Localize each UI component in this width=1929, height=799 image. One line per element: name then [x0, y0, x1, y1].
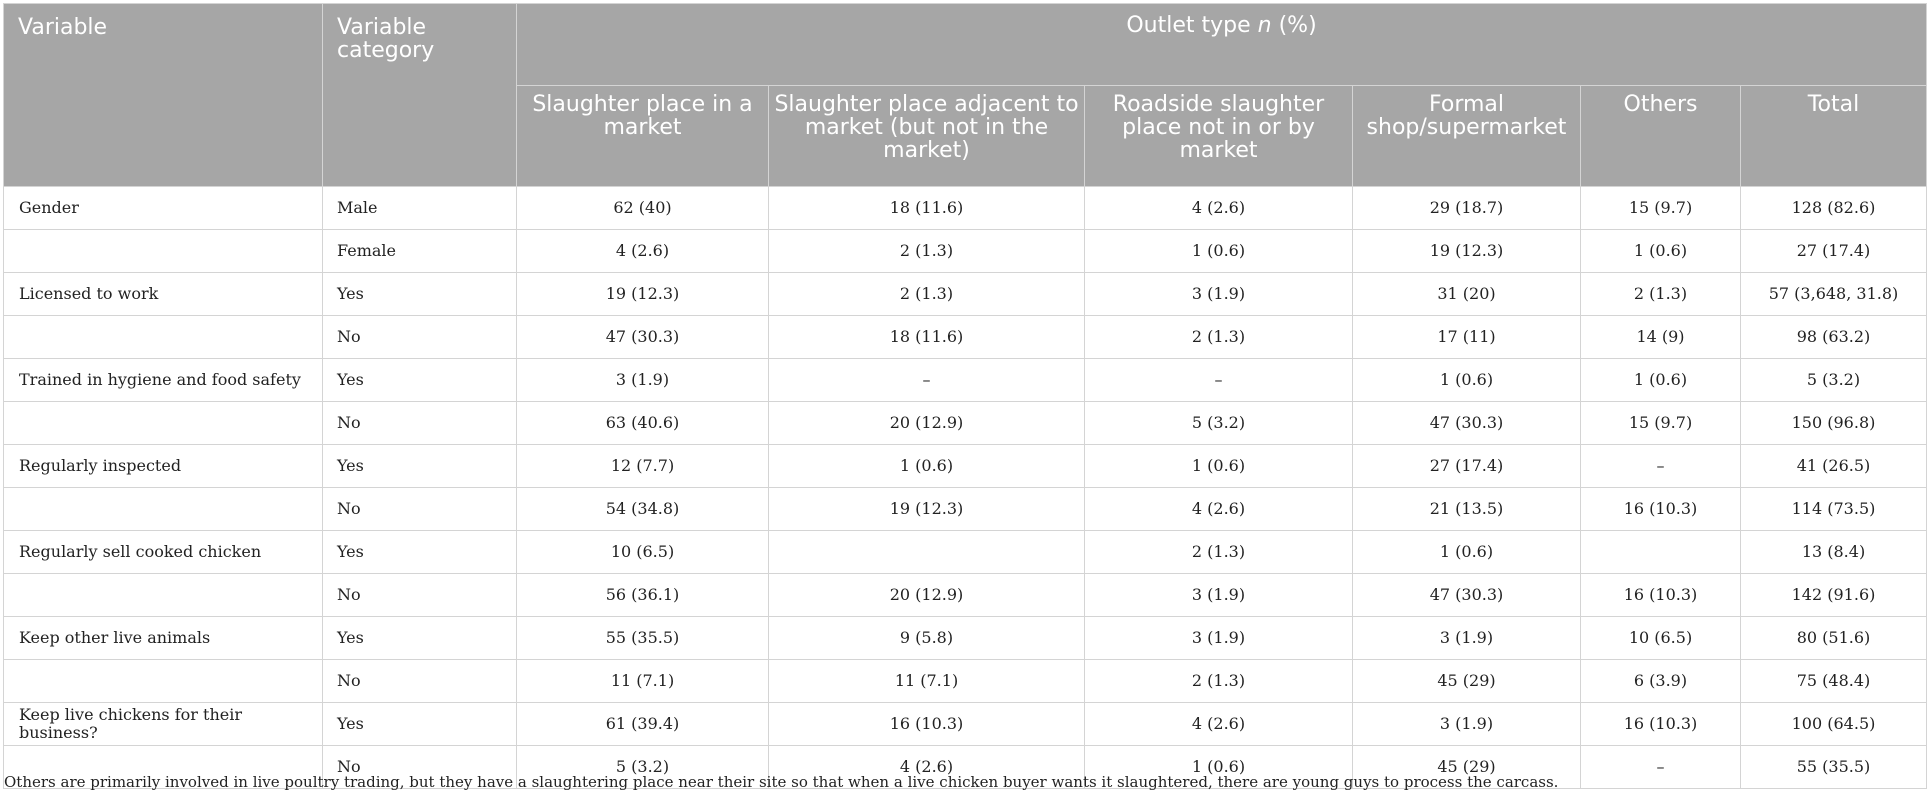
cell-slaughter-in-market: 5 (3.2)	[517, 746, 769, 789]
row-variable	[4, 574, 323, 617]
cell-roadside-slaughter: 1 (0.6)	[1085, 230, 1353, 273]
cell-total: 98 (63.2)	[1741, 316, 1927, 359]
cell-roadside-slaughter: 1 (0.6)	[1085, 445, 1353, 488]
cell-formal-shop: 17 (11)	[1353, 316, 1581, 359]
header-outlet-type-n: n	[1257, 13, 1272, 38]
cell-slaughter-in-market: 56 (36.1)	[517, 574, 769, 617]
row-category: Male	[323, 187, 517, 230]
row-category: Yes	[323, 617, 517, 660]
cell-roadside-slaughter: 2 (1.3)	[1085, 531, 1353, 574]
cell-slaughter-adjacent-market: 9 (5.8)	[769, 617, 1085, 660]
row-variable: Regularly inspected	[4, 445, 323, 488]
cell-total: 100 (64.5)	[1741, 703, 1927, 746]
row-variable	[4, 660, 323, 703]
row-category: No	[323, 316, 517, 359]
header-slaughter-in-market: Slaughter place in a market	[517, 86, 769, 187]
cell-others: 15 (9.7)	[1581, 187, 1741, 230]
cell-total: 80 (51.6)	[1741, 617, 1927, 660]
cell-formal-shop: 45 (29)	[1353, 660, 1581, 703]
header-outlet-type-label: Outlet type	[1126, 13, 1251, 38]
cell-slaughter-adjacent-market: 18 (11.6)	[769, 316, 1085, 359]
cell-others: 16 (10.3)	[1581, 488, 1741, 531]
table-row	[4, 187, 1927, 230]
cell-slaughter-in-market: 3 (1.9)	[517, 359, 769, 402]
cell-others: 1 (0.6)	[1581, 230, 1741, 273]
header-formal-shop: Formal shop/supermarket	[1353, 86, 1581, 187]
row-category: Female	[323, 230, 517, 273]
cell-roadside-slaughter: 1 (0.6)	[1085, 746, 1353, 789]
row-variable	[4, 488, 323, 531]
cell-slaughter-adjacent-market: 16 (10.3)	[769, 703, 1085, 746]
cell-others: 6 (3.9)	[1581, 660, 1741, 703]
cell-slaughter-adjacent-market: 1 (0.6)	[769, 445, 1085, 488]
cell-total: 27 (17.4)	[1741, 230, 1927, 273]
cell-slaughter-in-market: 10 (6.5)	[517, 531, 769, 574]
row-category: Yes	[323, 703, 517, 746]
cell-formal-shop: 47 (30.3)	[1353, 574, 1581, 617]
row-category: Yes	[323, 445, 517, 488]
cell-formal-shop: 3 (1.9)	[1353, 617, 1581, 660]
cell-slaughter-in-market: 19 (12.3)	[517, 273, 769, 316]
cell-roadside-slaughter: 4 (2.6)	[1085, 187, 1353, 230]
cell-others: 10 (6.5)	[1581, 617, 1741, 660]
cell-total: 128 (82.6)	[1741, 187, 1927, 230]
row-category: No	[323, 660, 517, 703]
row-variable	[4, 230, 323, 273]
cell-roadside-slaughter: 2 (1.3)	[1085, 660, 1353, 703]
cell-slaughter-adjacent-market: 2 (1.3)	[769, 273, 1085, 316]
cell-total: 75 (48.4)	[1741, 660, 1927, 703]
cell-slaughter-in-market: 62 (40)	[517, 187, 769, 230]
cell-slaughter-in-market: 61 (39.4)	[517, 703, 769, 746]
cell-slaughter-adjacent-market	[769, 531, 1085, 574]
cell-formal-shop: 1 (0.6)	[1353, 531, 1581, 574]
row-variable: Keep live chickens for their business?	[4, 703, 323, 746]
header-slaughter-adjacent-market: Slaughter place adjacent to market (but not in the market)	[769, 86, 1085, 187]
cell-others	[1581, 531, 1741, 574]
cell-formal-shop: 45 (29)	[1353, 746, 1581, 789]
table-header	[4, 4, 1927, 187]
header-row-top	[4, 4, 1927, 86]
row-variable: Regularly sell cooked chicken	[4, 531, 323, 574]
cell-slaughter-in-market: 12 (7.7)	[517, 445, 769, 488]
cell-roadside-slaughter: 3 (1.9)	[1085, 273, 1353, 316]
header-outlet-type-pct: (%)	[1278, 13, 1317, 38]
table-row	[4, 660, 1927, 703]
cell-roadside-slaughter: 5 (3.2)	[1085, 402, 1353, 445]
cell-slaughter-in-market: 54 (34.8)	[517, 488, 769, 531]
table-body	[4, 187, 1927, 789]
row-category: Yes	[323, 531, 517, 574]
cell-roadside-slaughter: 4 (2.6)	[1085, 703, 1353, 746]
cell-formal-shop: 31 (20)	[1353, 273, 1581, 316]
header-variable-category: Variable category	[323, 4, 517, 187]
cell-slaughter-adjacent-market: 18 (11.6)	[769, 187, 1085, 230]
table-row	[4, 402, 1927, 445]
row-variable: Trained in hygiene and food safety	[4, 359, 323, 402]
cell-slaughter-in-market: 11 (7.1)	[517, 660, 769, 703]
cell-others: –	[1581, 746, 1741, 789]
cell-others: 15 (9.7)	[1581, 402, 1741, 445]
cell-slaughter-adjacent-market: 4 (2.6)	[769, 746, 1085, 789]
cell-others: 16 (10.3)	[1581, 703, 1741, 746]
cell-others: 2 (1.3)	[1581, 273, 1741, 316]
table-row	[4, 316, 1927, 359]
cell-formal-shop: 29 (18.7)	[1353, 187, 1581, 230]
table-row	[4, 531, 1927, 574]
cell-slaughter-in-market: 63 (40.6)	[517, 402, 769, 445]
cell-total: 150 (96.8)	[1741, 402, 1927, 445]
cell-roadside-slaughter: 3 (1.9)	[1085, 617, 1353, 660]
cell-roadside-slaughter: 2 (1.3)	[1085, 316, 1353, 359]
row-variable	[4, 316, 323, 359]
cell-slaughter-in-market: 55 (35.5)	[517, 617, 769, 660]
cell-formal-shop: 1 (0.6)	[1353, 359, 1581, 402]
row-category: Yes	[323, 273, 517, 316]
row-category: Yes	[323, 359, 517, 402]
table-row	[4, 445, 1927, 488]
cell-slaughter-adjacent-market: –	[769, 359, 1085, 402]
table-row	[4, 230, 1927, 273]
header-total: Total	[1741, 86, 1927, 187]
row-category: No	[323, 402, 517, 445]
cell-others: 14 (9)	[1581, 316, 1741, 359]
table-row	[4, 574, 1927, 617]
row-category: No	[323, 746, 517, 789]
header-roadside-slaughter: Roadside slaughter place not in or by market	[1085, 86, 1353, 187]
table-row	[4, 703, 1927, 746]
cell-others: –	[1581, 445, 1741, 488]
row-variable: Gender	[4, 187, 323, 230]
cell-roadside-slaughter: 3 (1.9)	[1085, 574, 1353, 617]
cell-slaughter-adjacent-market: 19 (12.3)	[769, 488, 1085, 531]
cell-total: 114 (73.5)	[1741, 488, 1927, 531]
cell-formal-shop: 21 (13.5)	[1353, 488, 1581, 531]
cell-total: 5 (3.2)	[1741, 359, 1927, 402]
cell-total: 13 (8.4)	[1741, 531, 1927, 574]
header-others: Others	[1581, 86, 1741, 187]
cell-formal-shop: 27 (17.4)	[1353, 445, 1581, 488]
cell-roadside-slaughter: 4 (2.6)	[1085, 488, 1353, 531]
cell-slaughter-adjacent-market: 11 (7.1)	[769, 660, 1085, 703]
row-category: No	[323, 488, 517, 531]
row-variable: Licensed to work	[4, 273, 323, 316]
header-variable: Variable	[4, 4, 323, 187]
cell-total: 142 (91.6)	[1741, 574, 1927, 617]
table-footnote: Others are primarily involved in live poultry trading, but they have a slaughtering place near their site so that when a live chicken buyer wants it slaughtered, there are young guys to process the carcass.	[4, 773, 1559, 791]
row-variable: Keep other live animals	[4, 617, 323, 660]
table-row	[4, 273, 1927, 316]
row-category: No	[323, 574, 517, 617]
cell-total: 41 (26.5)	[1741, 445, 1927, 488]
cell-slaughter-adjacent-market: 2 (1.3)	[769, 230, 1085, 273]
row-variable	[4, 402, 323, 445]
cell-others: 1 (0.6)	[1581, 359, 1741, 402]
cell-formal-shop: 3 (1.9)	[1353, 703, 1581, 746]
table-row	[4, 617, 1927, 660]
cell-others: 16 (10.3)	[1581, 574, 1741, 617]
table-row	[4, 359, 1927, 402]
cell-slaughter-adjacent-market: 20 (12.9)	[769, 402, 1085, 445]
cell-formal-shop: 19 (12.3)	[1353, 230, 1581, 273]
header-outlet-type	[517, 4, 1927, 86]
cell-formal-shop: 47 (30.3)	[1353, 402, 1581, 445]
table-row	[4, 488, 1927, 531]
cell-slaughter-in-market: 47 (30.3)	[517, 316, 769, 359]
outlet-characteristics-table	[3, 3, 1927, 789]
cell-roadside-slaughter: –	[1085, 359, 1353, 402]
cell-total: 55 (35.5)	[1741, 746, 1927, 789]
cell-slaughter-adjacent-market: 20 (12.9)	[769, 574, 1085, 617]
cell-slaughter-in-market: 4 (2.6)	[517, 230, 769, 273]
cell-total: 57 (3,648, 31.8)	[1741, 273, 1927, 316]
